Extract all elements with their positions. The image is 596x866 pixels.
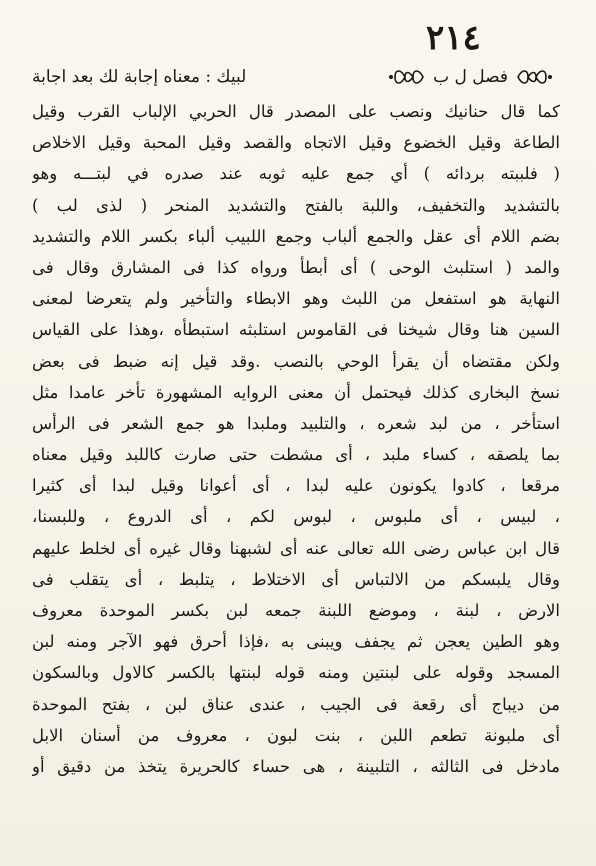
text-line: مادخل فى الثالثه ، التلبينة ، هى حساء كالحريرة يتخذ من دقيق أو [32,756,560,776]
text-line: بما يلصقه ، كساء ملبد ، أى مشطت حتى صارت كاللبد وقيل معناه [32,445,560,465]
text-line: السين هنا وقال شيخنا فى القاموس استلبثه استبطأه ،وهذا على القياس [32,320,560,340]
text-line: وقال يلبسكم من الالتباس أى الاختلاط ، يتلبط ، أى يتقلب فى [32,569,560,589]
ornament-icon [387,67,427,87]
text-line: استأخر ، من لبد شعره ، والتلبيد وملبدا هو جمع الشعر فى الرأس [32,413,560,433]
text-line: الارض ، لبنة ، وموضع اللبنة جمعه لبن بكسر الموحدة معروف [32,601,560,620]
text-line: والمد ( استلبث الوحى ) أى أبطأ ورواه كذا فى المشارق وقال فى [32,257,560,277]
section-header [32,62,560,92]
text-line: بالتشديد والتخفيف، واللبة بالفتح والتشديد المنحر ( لذى لب ) [32,195,560,215]
text-line: النهاية هو استفعل من اللبث وهو الابطاء والتأخير ولم يتعرضا لمعنى [32,289,560,309]
text-line: بضم اللام أى عقل والجمع ألباب وجمع اللبيب ألباء بكسر اللام والتشديد [32,226,560,246]
text-line: من ديباج أى رقعة فى الجيب ، عندى عناق لبن ، بفتح الموحدة [32,694,560,714]
text-line: المسجد وقوله على لبنتين ومنه قوله لبنتها بالكسر كالاول وبالسكون [32,663,560,683]
text-line: الطاعة وقيل الخضوع وقيل الاتجاه والقصد وقيل المحبة وقيل الاخلاص [32,133,560,153]
text-line: ، لبيس ، أى ملبوس ، لبوس لكم ، أى الدروع ، وللبسنا، [32,507,560,527]
chapter-label: فصل ل ب [433,67,508,87]
text-line: وهو الطين يعجن ثم يجفف ويبنى به ،فإذا أحرق فهو الآجر ومنه لبن [32,632,560,652]
text-line: نسخ البخارى كذلك فيحتمل أن معنى الروايه المشهورة تأخر عامدا مثل [32,382,560,402]
entry-headword: لبيك : معناه إجابة لك بعد اجابة [32,67,247,87]
text-line: ولكن مقتضاه أن يقرأ الوحي بالنصب .وقد قيل إنه ضبط فى بعض [32,351,560,371]
text-line: كما قال حنانيك ونصب على المصدر قال الحربي الإلباب القرب وقيل [32,102,560,121]
text-line: مرقعا ، كادوا يكونون عليه لبدا ، أى أعوانا وقيل لبدا أى كثيرا [32,476,560,496]
main-text [32,96,560,782]
text-line: أى ملبونة تطعم اللبن ، بنت لبون ، معروف من أسنان الابل [32,725,560,745]
text-line: قال ابن عباس رضى الله تعالى عنه أى لشبهنا وقال غيره أى لخلط عليهم [32,538,560,558]
page-number: ٢١٤ [426,18,481,58]
text-line: ( فلببته بردائه ) أي جمع عليه ثوبه عند صدره في لبتـــه وهو [32,164,560,184]
ornament-icon [514,67,554,87]
